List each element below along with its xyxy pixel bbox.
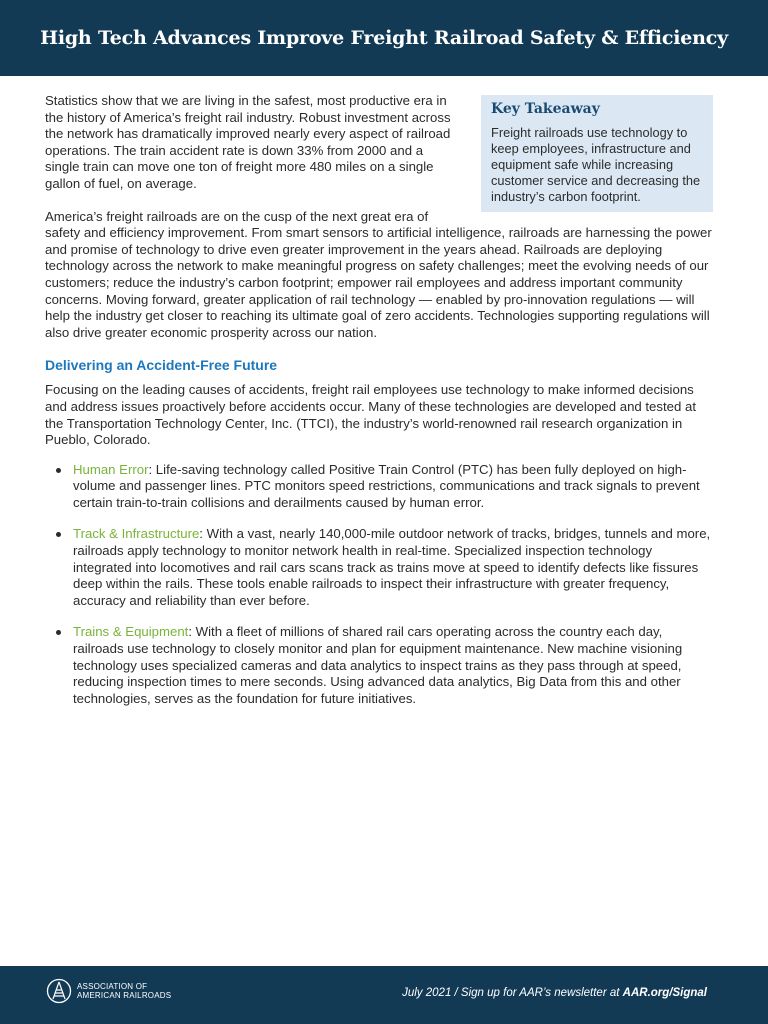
list-item — [73, 526, 713, 609]
bullet-text: : Life-saving technology called Positive Train Control (PTC) has been fully deployed on high-volume and passenger lines. PTC monitors speed restrictions, communications and track signals to prevent certain train-to-train collisions and derailments caused by human error. — [73, 461, 700, 510]
logo-line-2: AMERICAN RAILROADS — [77, 991, 172, 1000]
logo-line-1: ASSOCIATION OF — [77, 982, 148, 991]
bullet-list — [45, 462, 713, 708]
section-intro: Focusing on the leading causes of accidents, freight rail employees use technology to make informed decisions and address issues proactively before accidents occur. Many of these technologies are developed and tested at the Transportation Technology Center, Inc. (TTCI), the industry’s world-renowned rail research organization in Pueblo, Colorado. — [45, 382, 696, 448]
page-footer — [0, 966, 768, 1024]
bullet-text: : With a fleet of millions of shared rail cars operating across the country each day, railroads use technology to closely monitor and plan for equipment maintenance. New machine visioning technology uses specialized cameras and data analytics to inspect trains as they pass through at speed, reducing inspection times to mere seconds. Using advanced data analytics, Big Data from this and other technologies, serves as the foundation for future initiatives. — [73, 624, 683, 706]
bullet-term: Human Error — [73, 461, 149, 477]
bullet-term: Track & Infrastructure — [73, 526, 200, 542]
aar-logo — [46, 978, 171, 1004]
section-heading: Delivering an Accident-Free Future — [45, 357, 278, 374]
list-item — [73, 462, 713, 512]
list-item — [73, 624, 713, 707]
newsletter-link[interactable]: AAR.org/Signal — [622, 987, 707, 999]
key-takeaway-text: Freight railroads use technology to keep employees, infrastructure and equipment safe while increasing customer service and decreasing the industry’s carbon footprint. — [491, 125, 701, 204]
bullet-text: : With a vast, nearly 140,000-mile outdoor network of tracks, bridges, tunnels and more, railroads apply technology to monitor network health in real-time. Specialized inspection technology integrated into locomotives and rail cars scans track as trains move at speed to identify defects like fissures deep within the rails. These tools enable railroads to inspect their infrastructure with greater frequency, accuracy and reliability than ever before. — [73, 526, 711, 608]
footer-note — [402, 987, 707, 999]
key-takeaway-box — [481, 95, 713, 212]
bullet-term: Trains & Equipment — [73, 624, 189, 640]
page-header — [0, 0, 768, 76]
page-title: High Tech Advances Improve Freight Railroad Safety & Efficiency — [40, 27, 728, 49]
body-paragraph: America’s freight railroads are on the cusp of the next great era of safety and efficiency improvement. From smart sensors to artificial intelligence, railroads are harnessing the power and promise of technology to drive even greater improvement in the years ahead. Railroads are deploying technology across the network to make meaningful progress on safety challenges; meet the evolving needs of our customers; reduce the industry’s carbon footprint; empower rail employees and address important community concerns. Moving forward, greater application of rail technology — enabled by pro-innovation regulations — will help the industry get closer to reaching its ultimate goal of zero accidents. Technologies supporting regulations will also drive greater economic prosperity across our nation. — [45, 208, 712, 340]
railroad-logo-icon — [46, 978, 72, 1004]
intro-paragraph: Statistics show that we are living in the safest, most productive era in the history of America’s freight rail industry. Robust investment across the network has dramatically improved nearly every aspect of railroad operations. The train accident rate is down 33% from 2000 and a single train can move one ton of freight more 480 miles on a single gallon of fuel, on average. — [45, 93, 451, 191]
key-takeaway-title: Key Takeaway — [491, 101, 600, 117]
main-content — [45, 93, 713, 722]
footer-note-text: July 2021 / Sign up for AAR’s newsletter at — [402, 987, 623, 999]
